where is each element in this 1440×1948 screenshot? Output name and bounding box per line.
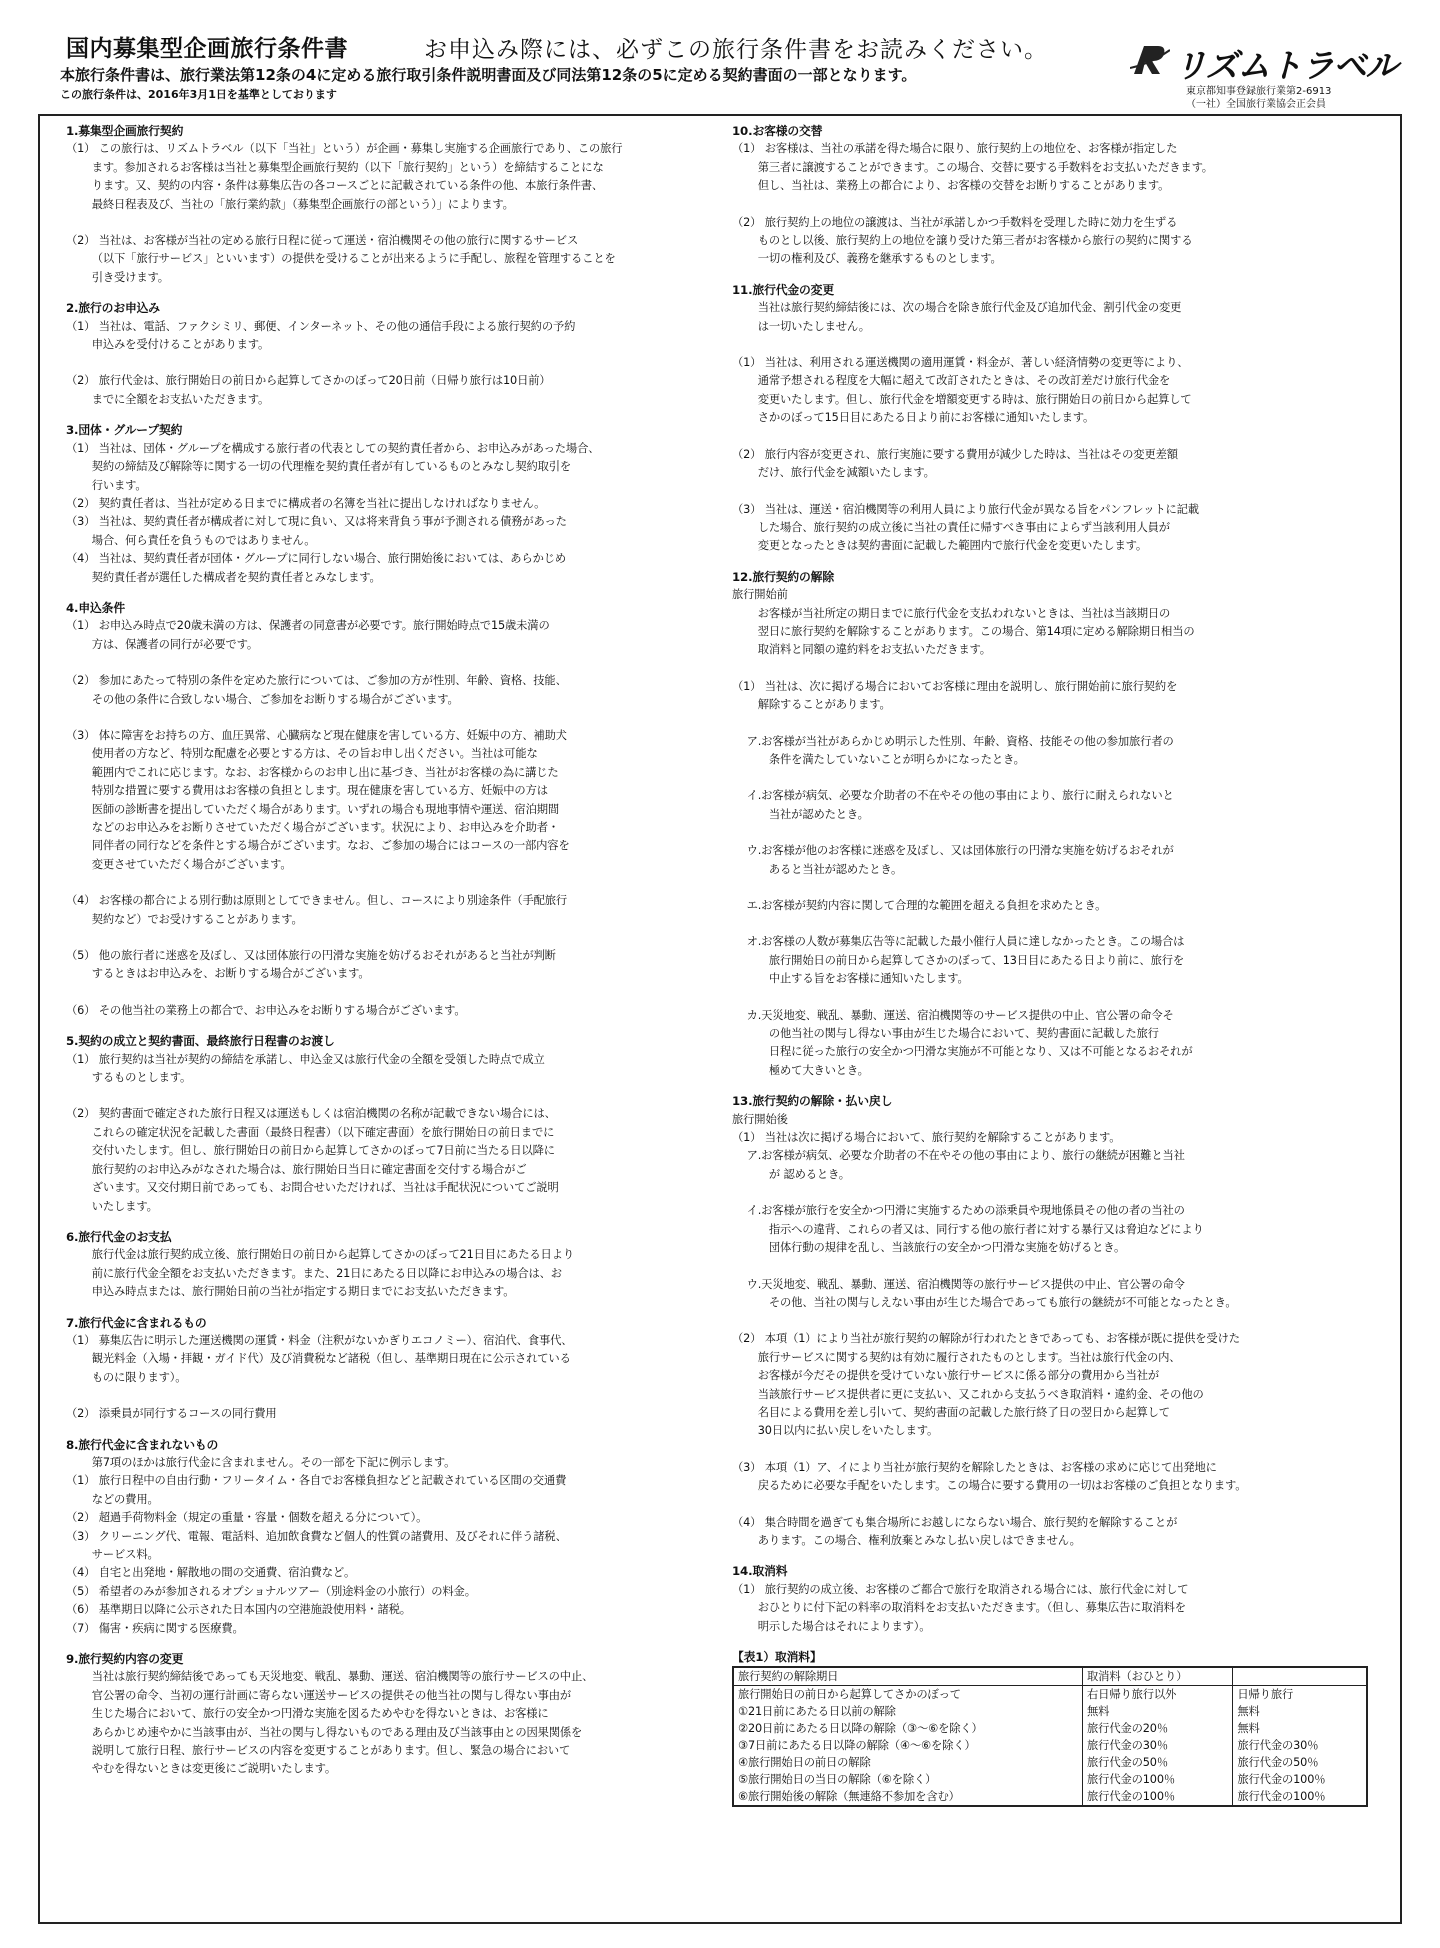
clause-line: するものとします。 [66,1071,192,1085]
clause-line: あると当社が認めたとき。 [732,862,903,876]
clause-paragraph [732,897,1372,915]
clause-paragraph [732,446,1372,483]
table-cell: 旅行代金の50％ [1083,1754,1233,1771]
clause-line: 範囲内でこれに応じます。なお、お客様からのお申し出に基づき、当社がお客様の為に講じた [66,765,559,779]
clause-line: 戻るために必要な手配をいたします。この場合に要する費用の一切はお客様のご負担となります。 [732,1479,1247,1493]
clause-heading: 1.募集型企画旅行契約 [66,124,184,138]
clause-paragraph [66,617,706,654]
clause-line: （1） 当社は、次に掲げる場合においてお客様に理由を説明し、旅行開始前に旅行契約を [732,679,1178,693]
clause-heading: 12.旅行契約の解除 [732,569,834,584]
clause-section [732,1562,1372,1636]
clause-paragraph [66,440,706,587]
table-cell: ②20日前にあたる日以降の解除（③～⑥を除く） [738,1722,983,1736]
clause-paragraph [732,1276,1372,1313]
clause-paragraph [732,1007,1372,1081]
clause-line: 団体行動の規律を乱し、当該旅行の安全かつ円滑な実施を妨げるとき。 [732,1241,1126,1255]
clause-line: お客様が今だその提供を受けていない旅行サービスに係る部分の費用から当社が [732,1369,1160,1383]
clause-line: （2） 契約書面で確定された旅行日程又は運送もしくは宿泊機関の名称が記載できない場合には、 [66,1107,556,1121]
clause-paragraph [66,318,706,355]
clause-line: 取消料と同額の違約料をお支払いただきます。 [732,643,991,657]
clause-line: 前に旅行代金全額をお支払いただきます。また、21日にあたる日以降にお申込みの場合は、お [66,1266,562,1280]
clause-line: （7） 傷害・疾病に関する医療費。 [66,1621,244,1635]
clause-line: 契約の締結及び解除等に関する一切の代理権を契約責任者が有しているものとみなし契約取引を [66,460,572,474]
clause-section [66,1228,706,1302]
clause-paragraph [66,1668,706,1778]
clause-line: （2） 旅行契約上の地位の譲渡は、当社が承諾しかつ手数料を受理した時に効力を生ずる [732,215,1178,229]
table-cell: 旅行代金の50％ [1233,1754,1367,1771]
table-cell: 取消料（おひとり） [1083,1667,1233,1686]
clause-line: （5） 希望者のみが参加されるオプショナルツアー（別途料金の小旅行）の料金。 [66,1584,476,1598]
table-cell: ③7日前にあたる日以降の解除（④～⑥を除く） [738,1739,976,1753]
clause-line: 解除することがあります。 [732,698,891,712]
clause-line: その他、当社の関与しえない事由が生じた場合であっても旅行の継続が不可能となったとき。 [732,1295,1237,1309]
clause-paragraph [66,1051,706,1088]
clause-line: （1） 募集広告に明示した運送機関の運賃・料金（注釈がないかぎりエコノミー）、宿泊代、食事代、 [66,1333,573,1347]
clause-line: 観光料金（入場・拝観・ガイド代）及び消費税など諸税（但し、基準期日現在に公示されている [66,1352,571,1366]
clause-heading: 4.申込条件 [66,600,125,615]
clause-paragraph [66,372,706,409]
table-row [733,1771,1367,1788]
table-row [733,1703,1367,1720]
clause-section [732,1092,1372,1550]
clause-paragraph [732,354,1372,428]
clause-line: などの費用。 [66,1492,159,1506]
table-cell: 旅行代金の30％ [1083,1737,1233,1754]
clause-section [66,599,706,1020]
clause-line: やむを得ないときは変更後にご説明いたします。 [66,1762,337,1776]
table-cell [1233,1667,1367,1686]
clause-line: （1） 当社は次に掲げる場合において、旅行契約を解除することがあります。 [732,1131,1121,1145]
clause-line: （4） お客様の都合による別行動は原則としてできません。但し、コースにより別途条件（手配旅行 [66,894,568,908]
table-cell: ⑥旅行開始後の解除（無連絡不参加を含む） [738,1790,960,1804]
registration-info [1186,85,1331,111]
clause-line: （2） 参加にあたって特別の条件を定めた旅行については、ご参加の方が性別、年齢、資格、技能、 [66,674,567,688]
clause-line: 医師の診断書を提出していただく場合があります。いずれの場合も現地事情や運送、宿泊期間 [66,802,560,816]
clause-line: （3） クリーニング代、電報、電話料、追加飲食費など個人的性質の諸費用、及びそれに伴う諸税、 [66,1529,567,1543]
table-row [733,1754,1367,1771]
clause-line: ウ.お客様が他のお客様に迷惑を及ぼし、又は団体旅行の円滑な実施を妨げるおそれが [732,844,1174,858]
clause-line: （2） 当社は、お客様が当社の定める旅行日程に従って運送・宿泊機関その他の旅行に関するサービス [66,234,579,248]
clause-line: （2） 超過手荷物料金（規定の重量・容量・個数を超える分について）。 [66,1511,428,1525]
table-cell: 旅行代金の100％ [1233,1771,1367,1788]
clause-line: 契約など）でお受けすることがあります。 [66,912,303,926]
table-cell: 無料 [1233,1720,1367,1737]
clause-paragraph [66,947,706,984]
table-cell: ①21日前にあたる日以前の解除 [738,1705,896,1719]
clause-line: 極めて大きいとき。 [732,1063,869,1077]
table-cell: 旅行代金の30％ [1233,1737,1367,1754]
clause-line: 第7項のほかは旅行代金に含まれません。その一部を下記に例示します。 [66,1455,456,1469]
clause-paragraph [732,1111,1372,1185]
right-sections [732,122,1372,1636]
clause-line: （1） 当社は、団体・グループを構成する旅行者の代表としての契約責任者から、お申込みがあった場合、 [66,441,600,455]
clause-paragraph [66,232,706,287]
clause-line: （2） 旅行内容が変更され、旅行実施に要する費用が減少した時は、当社はその変更差額 [732,447,1178,461]
clause-heading: 11.旅行代金の変更 [732,282,834,297]
clause-line: （4） 集合時間を過ぎても集合場所にお越しにならない場合、旅行契約を解除することが [732,1515,1178,1529]
clause-paragraph [66,672,706,709]
clause-line: （1） 旅行契約は当社が契約の締結を承諾し、申込金又は旅行代金の全額を受領した時点で成立 [66,1052,545,1066]
clause-line: （2） 添乗員が同行するコースの同行費用 [66,1407,277,1421]
clause-section [66,299,706,409]
clause-paragraph [732,787,1372,824]
clause-paragraph [732,678,1372,715]
logo-mark-icon [1130,42,1170,78]
clause-line: 行います。 [66,478,147,492]
clause-line: その他の条件に合致しない場合、ご参加をお断りする場合がございます。 [66,692,459,706]
clause-paragraph [66,1332,706,1387]
clause-line: 当該旅行サービス提供者に更に支払い、又これから支払うべき取消料・違約金、その他の [732,1387,1204,1401]
clause-line: 中止する旨をお客様に通知いたします。 [732,972,969,986]
clause-line: 変更となったときは契約書面に記載した範囲内で旅行代金を変更いたします。 [732,539,1147,553]
clause-section [66,421,706,587]
clause-line: 同伴者の同行などを条件とする場合がございます。なお、ご参加の場合にはコースの一部内容を [66,839,570,853]
clause-paragraph [732,1330,1372,1440]
clause-paragraph [66,1246,706,1301]
table-cell: 旅行契約の解除期日 [733,1667,1083,1686]
clause-paragraph [732,933,1372,988]
table-cell: 右日帰り旅行以外 [1083,1686,1233,1704]
clause-heading: 9.旅行契約内容の変更 [66,1652,184,1667]
clause-line: 名目による費用を差し引いて、契約書面の記載した旅行終了日の翌日から起算して [732,1405,1170,1419]
clause-paragraph [732,501,1372,556]
table-cell: 旅行代金の100％ [1233,1788,1367,1806]
clause-section [732,568,1372,1081]
clause-heading: 8.旅行代金に含まれないもの [66,1437,219,1452]
clause-section [732,122,1372,269]
clause-section [66,1314,706,1424]
document-subtitle: 本旅行条件書は、旅行業法第12条の4に定める旅行取引条件説明書面及び同法第12条の5に定める契約書面の一部となります。 [60,66,917,84]
clause-line: ざいます。又交付期日前であっても、お問合せいただければ、当社は手配状況についてご説明 [66,1181,559,1195]
logo-text: リズムトラベル [1174,46,1398,85]
clause-line: 当社は旅行契約締結後には、次の場合を除き旅行代金及び追加代金、割引代金の変更 [732,301,1182,315]
clause-line: エ.お客様が契約内容に関して合理的な範囲を超える負担を求めたとき。 [732,899,1107,912]
clause-line: 旅行契約のお申込みがなされた場合は、旅行開始日当日に確定書面を交付する場合がご [66,1162,527,1176]
clause-line: （1） 旅行日程中の自由行動・フリータイム・各自でお客様負担などと記載されている区間の交通費 [66,1474,567,1488]
clause-line: 生じた場合において、旅行の安全かつ円滑な実施を図るためやむを得ないときは、お客様に [66,1707,549,1721]
clause-line: オ.お客様の人数が募集広告等に記載した最小催行人員に達しなかったとき。この場合は [732,935,1185,949]
table-row [733,1686,1367,1704]
clause-paragraph [732,140,1372,195]
clause-line: 方は、保護者の同行が必要です。 [66,637,259,651]
clause-heading: 7.旅行代金に含まれるもの [66,1315,207,1330]
table-cell: 無料 [1233,1703,1367,1720]
clause-line: （3） 本項（1）ア、イにより当社が旅行契約を解除したときは、お客様の求めに応じて出発地に [732,1460,1217,1474]
clause-paragraph [66,892,706,929]
reading-notice: お申込み際には、必ずこの旅行条件書をお読みください。 [424,37,1048,63]
clause-line: 契約責任者が選任した構成者を契約責任者とみなします。 [66,570,381,584]
clause-line: （5） 他の旅行者に迷惑を及ぼし、又は団体旅行の円滑な実施を妨げるおそれがあると当社が判断 [66,949,556,963]
registration-number: 東京都知事登録旅行業第2-6913 [1186,86,1332,97]
clause-heading: 6.旅行代金のお支払 [66,1229,172,1244]
clause-line: （以下「旅行サービス」といいます）の提供を受けることが出来るように手配し、旅程を管理することを [66,252,616,266]
clause-line: 第三者に譲渡することができます。この場合、交替に要する手数料をお支払いただきます。 [732,160,1213,174]
clause-line: （6） 基準期日以降に公示された日本国内の空港施設使用料・諸税。 [66,1603,411,1617]
clause-heading: 3.団体・グループ契約 [66,423,183,438]
clause-paragraph [732,842,1372,879]
company-logo [1130,42,1398,85]
clause-line: これらの確定状況を記載した書面（最終日程書）（以下確定書面）を旅行開始日の前日までに [66,1125,555,1139]
clause-line: （4） 自宅と出発地・解散地の間の交通費、宿泊費など。 [66,1566,356,1580]
clause-line: するときはお申込みを、お断りする場合がございます。 [66,967,370,981]
clause-section [66,1650,706,1779]
cancel-table-caption: 【表1）取消料】 [732,1650,822,1664]
clause-heading: 2.旅行のお申込み [66,301,160,316]
clause-line: （2） 旅行代金は、旅行開始日の前日から起算してさかのぼって20日前（日帰り旅行は10日前） [66,374,551,388]
clause-paragraph [66,1454,706,1638]
table-cell: ④旅行開始日の前日の解除 [738,1756,871,1770]
basis-date: この旅行条件は、2016年3月1日を基準としております [60,88,337,101]
clause-line: 場合、何ら責任を負うものではありません。 [66,533,316,547]
clause-line: 但し、当社は、業務上の都合により、お客様の交替をお断りすることがあります。 [732,179,1170,193]
clause-line: 最終日程表及び、当社の「旅行業約款」（募集型企画旅行の部という）」によります。 [66,197,514,211]
clause-line: までに全額をお支払いただきます。 [66,392,270,406]
table-row [733,1667,1367,1686]
page-header [0,0,1440,118]
clause-paragraph [732,214,1372,269]
clause-line: ます。参加されるお客様は当社と募集型企画旅行契約（以下「旅行契約」という）を締結することにな [66,160,604,174]
clause-line: 説明して旅行日程、旅行サービスの内容を変更することがあります。但し、緊急の場合において [66,1744,571,1758]
association-membership: （一社）全国旅行業協会正会員 [1186,99,1326,110]
clause-line: の他当社の関与し得ない事由が生じた場合において、契約書面に記載した旅行 [732,1027,1159,1041]
clause-heading: 10.お客様の交替 [732,124,823,138]
clause-line: 翌日に旅行契約を解除することがあります。この場合、第14項に定める解除期日相当の [732,624,1195,638]
clause-line: は一切いたしません。 [732,319,870,333]
table-cell: 日帰り旅行 [1233,1686,1367,1704]
clause-line: 特別な措置に要する費用はお客様の負担とします。現在健康を害している方、妊娠中の方は [66,784,548,798]
clause-line: ります。又、契約の内容・条件は募集広告の各コースごとに記載されている条件の他、本旅行条件書、 [66,179,604,193]
clause-paragraph [732,586,1372,660]
clause-line: （1） この旅行は、リズムトラベル（以下「当社」という）が企画・募集し実施する企画旅行であり、この旅行 [66,142,623,156]
clause-line: （2） 契約責任者は、当社が定める日までに構成者の名簿を当社に提出しなければなりません。 [66,496,546,510]
clause-line: 変更いたします。但し、旅行代金を増額変更する時は、旅行開始日の前日から起算して [732,392,1192,406]
clause-line: イ.お客様が旅行を安全かつ円滑に実施するための添乗員や現地係員その他の者の当社の [732,1204,1185,1218]
clause-line: （2） 本項（1）により当社が旅行契約の解除が行われたときであっても、お客様が既に提供を受けた [732,1332,1240,1346]
table-cell: 旅行開始日の前日から起算してさかのぼって [738,1688,961,1702]
clause-line: した場合、旅行契約の成立後に当社の責任に帰すべき事由によらず当該利用人員が [732,520,1170,534]
clause-paragraph [732,733,1372,770]
clause-section [66,122,706,287]
clause-line: 通常予想される程度を大幅に超えて改訂されたときは、その改訂差だけ旅行代金を [732,374,1171,388]
document-title: 国内募集型企画旅行条件書 [66,36,348,62]
right-column [732,122,1372,1807]
clause-line: ものとし以後、旅行契約上の地位を譲り受けた第三者がお客様から旅行の契約に関する [732,234,1193,248]
table-row [733,1737,1367,1754]
clause-line: などのお申込みをお断りさせていただく場合がございます。状況により、お申込みを介助者・ [66,821,560,834]
clause-line: （6） その他当社の業務上の都合で、お申込みをお断りする場合がございます。 [66,1003,466,1017]
clause-paragraph [66,140,706,214]
clause-line: お客様が当社所定の期日までに旅行代金を支払われないときは、当社は当該期日の [732,606,1171,620]
clause-line: おひとりに付下記の料率の取消料をお支払いただきます。（但し、募集広告に取消料を [732,1601,1186,1615]
table-cell: 無料 [1083,1703,1233,1720]
clause-line: サービス料。 [66,1548,159,1561]
clause-line: 交付いたします。但し、旅行開始日の前日から起算してさかのぼって7日前に当たる日以降に [66,1144,555,1158]
clause-paragraph [66,727,706,874]
clause-line: いたします。 [66,1199,158,1213]
clause-line: 旅行サービスに関する契約は有効に履行されたものとします。当社は旅行代金の内、 [732,1350,1181,1364]
clause-line: （3） 体に障害をお持ちの方、血圧異常、心臓病など現在健康を害している方、妊娠中の方、補助犬 [66,728,567,742]
clause-section [732,281,1372,556]
clause-line: （1） 当社は、利用される運送機関の適用運賃・料金が、著しい経済情勢の変更等により、 [732,356,1189,370]
clause-line: （1） お客様は、当社の承諾を得た場合に限り、旅行契約上の地位を、お客様が指定した [732,142,1178,156]
clause-line: 引き受けます。 [66,270,169,284]
table-cell: 旅行代金の100％ [1083,1771,1233,1788]
clause-paragraph [732,1202,1372,1257]
table-cell: 旅行代金の100％ [1083,1788,1233,1806]
clause-line: カ.天災地変、戦乱、暴動、運送、宿泊機関等のサービス提供の中止、官公署の命令そ [732,1008,1174,1022]
clause-line: 旅行開始日の前日から起算してさかのぼって、13日目にあたる日より前に、旅行を [732,953,1185,967]
clause-line: 条件を満たしていないことが明らかになったとき。 [732,752,1025,766]
clause-line: 官公署の命令、当初の運行計画に寄らない運送サービスの提供その他当社の関与し得ない事由が [66,1688,572,1702]
clause-paragraph [66,1405,706,1423]
clause-line: ア.お客様が病気、必要な介助者の不在やその他の事由により、旅行の継続が困難と当社 [732,1149,1185,1163]
clause-line: 申込み時点または、旅行開始日前の当社が指定する期日までにお支払いただきます。 [66,1285,515,1299]
clause-section [66,1436,706,1638]
clause-paragraph [732,1459,1372,1496]
clause-line: （3） 当社は、契約責任者が構成者に対して現に負い、又は将来背負う事が予測される債務があった [66,515,567,529]
clause-line: が 認めるとき。 [732,1167,850,1181]
clause-heading: 5.契約の成立と契約書面、最終旅行日程書のお渡し [66,1034,335,1049]
clause-paragraph [66,1105,706,1215]
clause-line: 明示した場合はそれによります）。 [732,1619,931,1633]
clause-line: 旅行開始後 [732,1112,788,1126]
clause-paragraph [732,1514,1372,1551]
clause-line: 当社が認めたとき。 [732,807,869,821]
clause-paragraph [732,1581,1372,1636]
clause-line: さかのぼって15日目にあたる日より前にお客様に通知いたします。 [732,411,1095,425]
table-row [733,1788,1367,1806]
clause-section [66,1032,706,1216]
clause-heading: 13.旅行契約の解除・払い戻し [732,1094,893,1109]
clause-line: イ.お客様が病気、必要な介助者の不在やその他の事由により、旅行に耐えられないと [732,789,1174,803]
table-cell: 旅行代金の20％ [1083,1720,1233,1737]
clause-line: ものに限ります）。 [66,1370,187,1384]
clause-line: あらかじめ速やかに当該事由が、当社の関与し得ないものである理由及び当該事由との因果関係を [66,1725,583,1739]
clause-line: （3） 当社は、運送・宿泊機関等の利用人員により旅行代金が異なる旨をパンフレットに記載 [732,502,1199,516]
clause-line: 旅行代金は旅行契約成立後、旅行開始日の前日から起算してさかのぼって21日目にあたる日より [66,1248,574,1262]
clause-line: ウ.天災地変、戦乱、暴動、運送、宿泊機関等の旅行サービス提供の中止、官公署の命令 [732,1277,1185,1291]
clause-line: （4） 当社は、契約責任者が団体・グループに同行しない場合、旅行開始後においては、あらかじめ [66,552,567,566]
clause-paragraph [66,1002,706,1020]
clause-paragraph [732,299,1372,336]
table-row [733,1720,1367,1737]
clause-line: 旅行開始前 [732,588,788,602]
clause-line: 申込みを受付けることがあります。 [66,338,270,352]
cancellation-fee-table [732,1666,1368,1807]
clause-line: （1） お申込み時点で20歳未満の方は、保護者の同意書が必要です。旅行開始時点で15歳未満の [66,619,550,633]
clause-line: 変更させていただく場合がございます。 [66,857,292,871]
clause-line: 使用者の方など、特別な配慮を必要とする方は、その旨お申し出ください。当社は可能な [66,747,538,761]
clause-line: ア.お客様が当社があらかじめ明示した性別、年齢、資格、技能その他の参加旅行者の [732,734,1174,748]
clause-line: 指示への違背、これらの者又は、同行する他の旅行者に対する暴行又は脅迫などにより [732,1222,1204,1236]
clause-line: （1） 当社は、電話、ファクシミリ、郵便、インターネット、その他の通信手段による旅行契約の予約 [66,319,576,333]
clause-line: 日程に従った旅行の安全かつ円滑な実施が不可能となり、又は不可能となるおそれが [732,1045,1193,1059]
clause-heading: 14.取消料 [732,1564,788,1579]
clause-line: 30日以内に払い戻しをいたします。 [732,1424,939,1438]
table-cell: ⑤旅行開始日の当日の解除（⑥を除く） [738,1773,937,1787]
clause-line: あります。この場合、権利放棄とみなし払い戻しはできません。 [732,1533,1081,1547]
clause-line: （1） 旅行契約の成立後、お客様のご都合で旅行を取消される場合には、旅行代金に対して [732,1582,1189,1596]
clause-line: 一切の権利及び、義務を継承するものとします。 [732,252,1002,266]
clause-line: だけ、旅行代金を減額いたします。 [732,466,935,480]
clause-line: 当社は旅行契約締結後であっても天災地変、戦乱、暴動、運送、宿泊機関等の旅行サービスの中止、 [66,1670,594,1684]
left-column [66,122,706,1791]
